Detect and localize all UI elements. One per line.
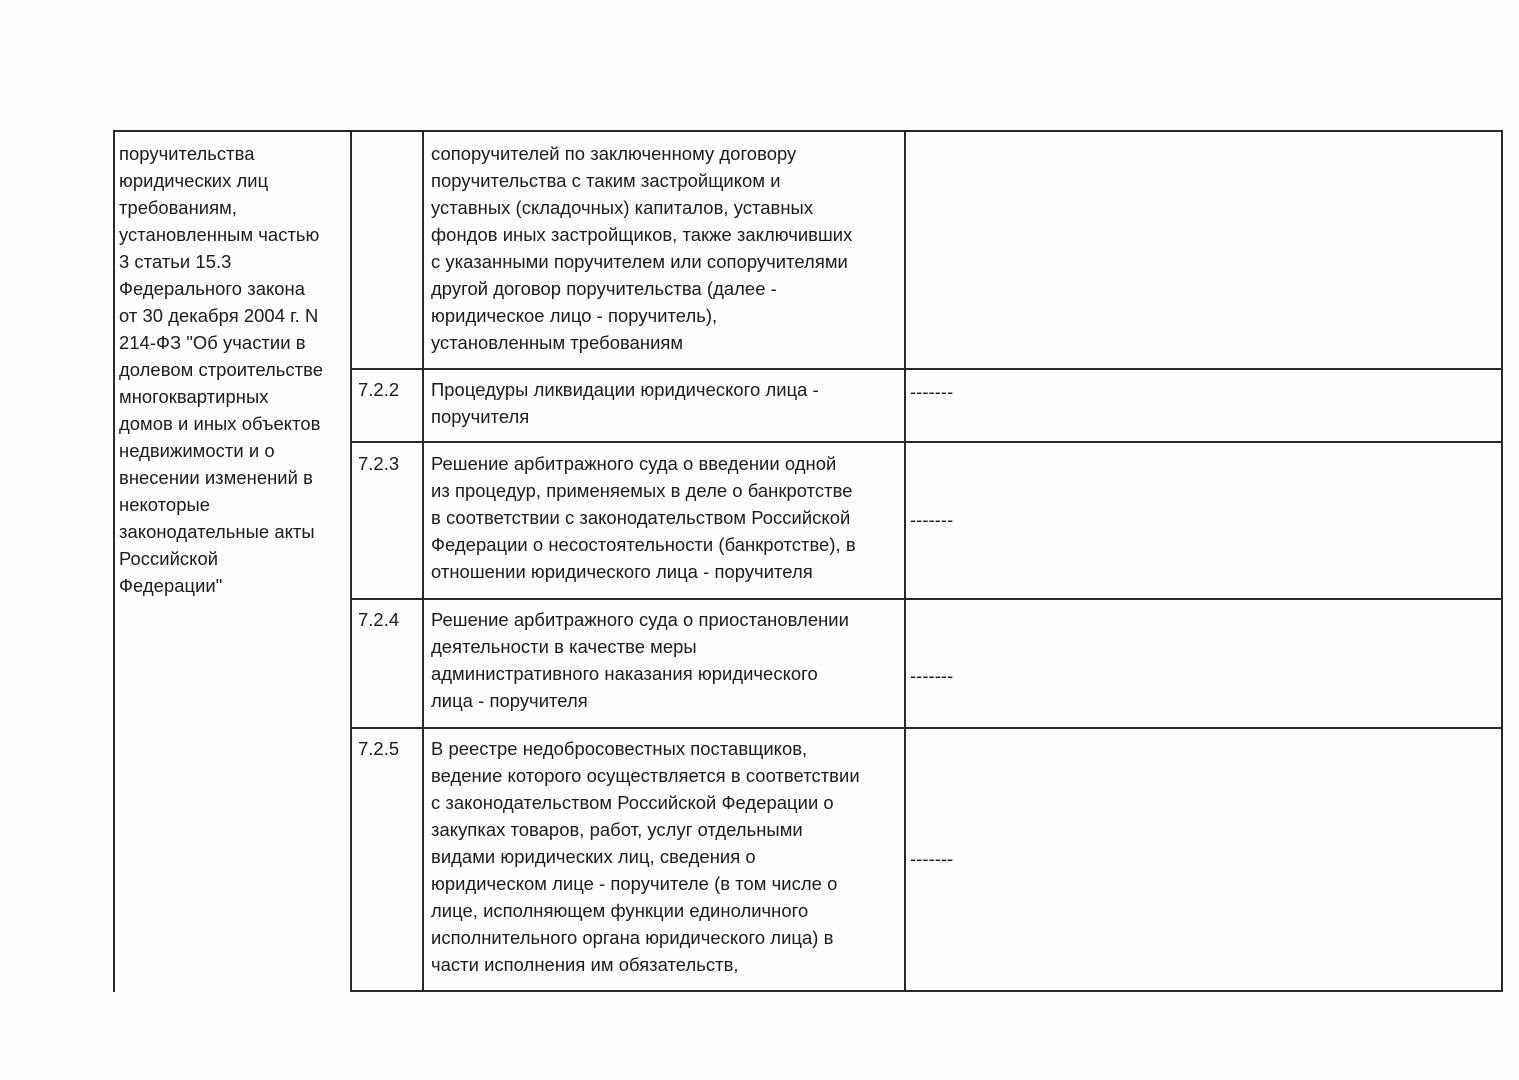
row-description: В реестре недобросовестных поставщиков, ведение которого осуществляется в соответствии с законодательством Российской Федерации о закупках товаров, работ, услуг отдельными видами юридических лиц, сведения о юридическом лице - поручителе (в том числе о лице, исполняющем функции единоличного исполнительного органа юридического лица) в части исполнения им обязательств,	[431, 738, 860, 975]
subject-cell: поручительства юридических лиц требованиям, установленным частью 3 статьи 15.3 Федерального закона от 30 декабря 2004 г. N 214-ФЗ "Об участии в долевом строительстве многоквартирных домов и иных объектов недвижимости и о внесении изменений в некоторые законодательные акты Российской Федерации"	[119, 143, 324, 596]
row-value: -------	[910, 381, 954, 402]
table-top-border	[113, 130, 1503, 132]
table-bottom-border	[350, 990, 1503, 992]
row-number: 7.2.5	[358, 738, 400, 759]
column-divider-number	[422, 130, 424, 992]
row-value: -------	[910, 665, 954, 686]
row-value: -------	[910, 509, 954, 530]
row-divider	[350, 441, 1503, 443]
row-number: 7.2.3	[358, 453, 400, 474]
table-right-border	[1501, 130, 1503, 992]
column-divider-value	[904, 130, 906, 992]
row-description: Решение арбитражного суда о введении одной из процедур, применяемых в деле о банкротстве в соответствии с законодательством Российской Федерации о несостоятельности (банкротстве), в отношении юридического лица - поручителя	[431, 453, 856, 582]
row-number: 7.2.2	[358, 379, 400, 400]
row-description: сопоручителей по заключенному договору поручительства с таким застройщиком и уставных (складочных) капиталов, уставных фондов иных застройщиков, также заключивших с указанными поручителем или сопоручителями другой договор поручительства (далее - юридическое лицо - поручитель), установленным требованиям	[431, 143, 853, 353]
row-divider	[350, 727, 1503, 729]
requirements-table	[113, 130, 1503, 992]
column-divider-subject	[350, 130, 352, 992]
row-divider	[350, 598, 1503, 600]
row-description: Решение арбитражного суда о приостановлении деятельности в качестве меры административного наказания юридического лица - поручителя	[431, 609, 849, 711]
table-left-border	[113, 130, 115, 992]
row-description: Процедуры ликвидации юридического лица - поручителя	[431, 379, 819, 427]
row-divider	[350, 368, 1503, 370]
row-number: 7.2.4	[358, 609, 400, 630]
row-value: -------	[910, 848, 954, 869]
